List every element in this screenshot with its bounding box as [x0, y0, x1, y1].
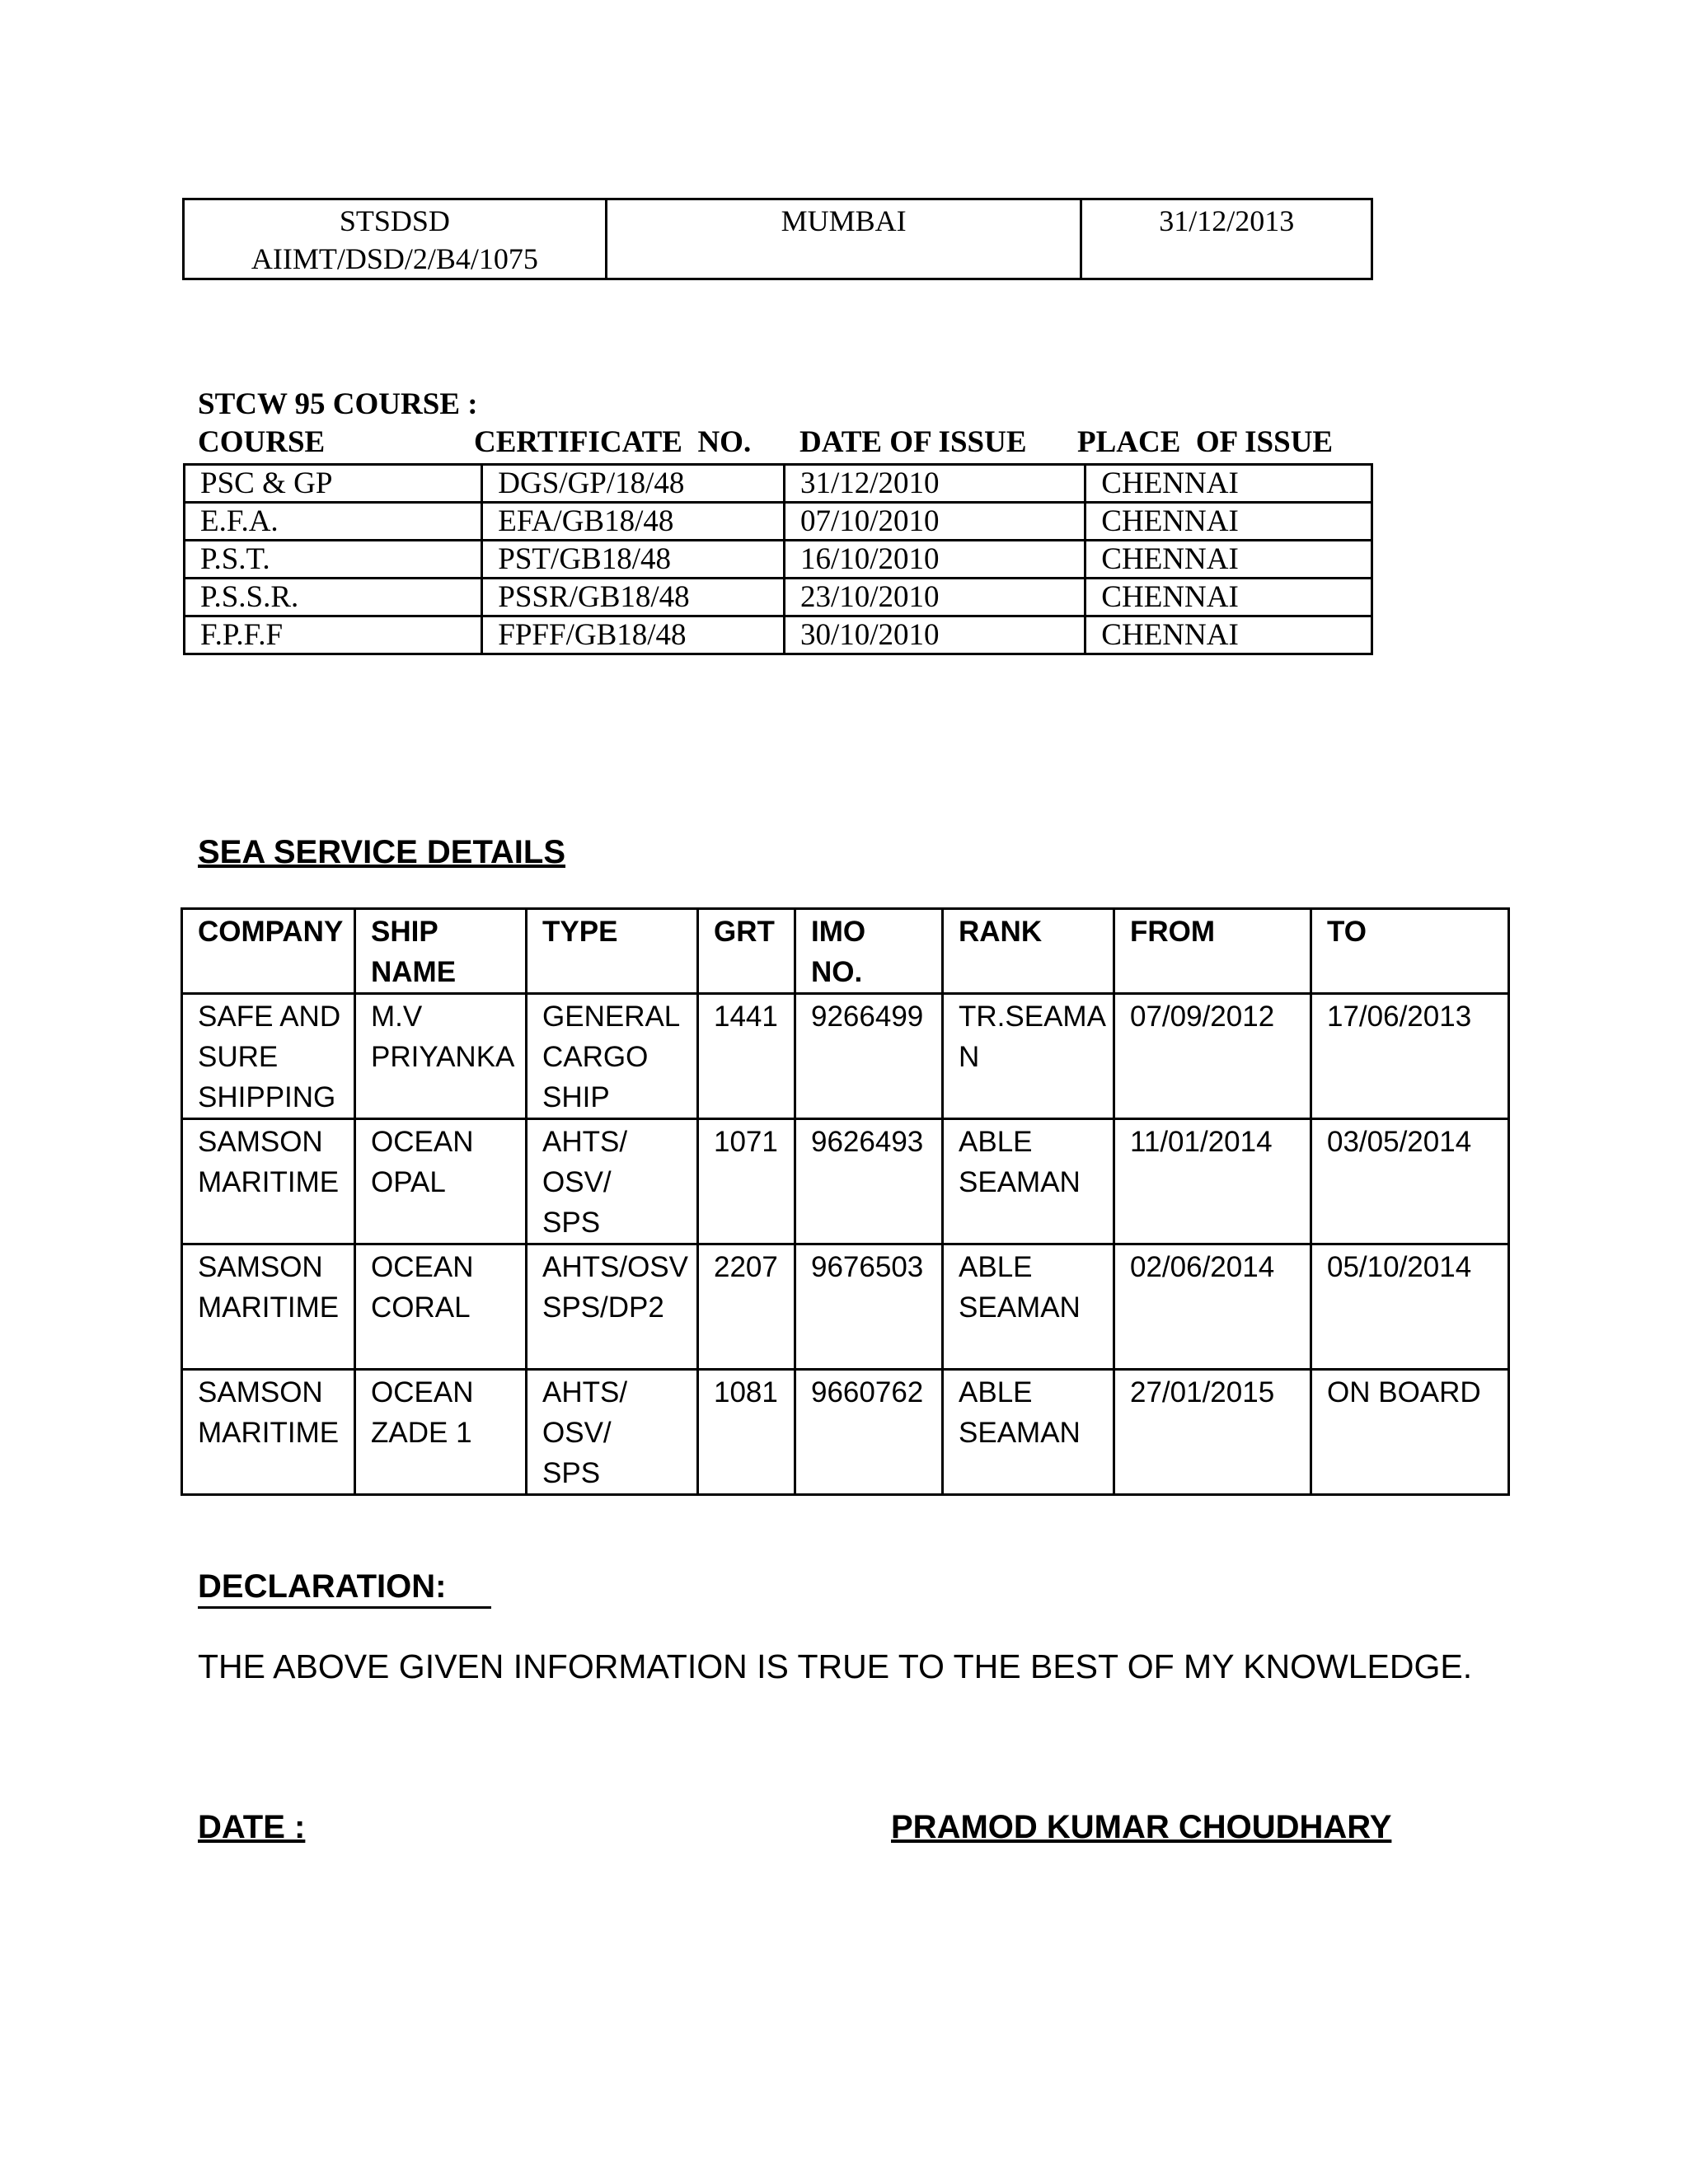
cell-grt: 1071 — [698, 1119, 795, 1244]
cell-line: AHTS/ — [542, 1126, 628, 1158]
cell-imo: 9266499 — [795, 994, 943, 1119]
stcw-header-certificate: CERTIFICATE NO. — [474, 425, 752, 459]
cell-imo: 9626493 — [795, 1119, 943, 1244]
stcw-place: CHENNAI — [1085, 503, 1372, 541]
cell-line: ABLE — [959, 1251, 1033, 1283]
header-rank — [943, 909, 1114, 994]
cell-imo: 9676503 — [795, 1244, 943, 1370]
table-row — [182, 1119, 1509, 1244]
stcw-header-course: COURSE — [198, 425, 326, 459]
cell-ship — [355, 1119, 527, 1244]
cell-line: OCEAN — [371, 1376, 474, 1408]
cell-type — [527, 1370, 698, 1495]
cell-rank — [943, 1370, 1114, 1495]
table-row — [185, 541, 1372, 579]
cell-rank — [943, 1244, 1114, 1370]
cell-line: OSV/ — [542, 1166, 612, 1198]
cell-company — [182, 1244, 355, 1370]
cell-to: 05/10/2014 — [1311, 1244, 1509, 1370]
cell-line: PRIYANKA — [371, 1041, 515, 1073]
cell-line: AHTS/ — [542, 1376, 628, 1408]
header-ship-label-2: NAME — [371, 956, 457, 988]
cell-line: SHIP — [542, 1081, 610, 1113]
cell-line: SEAMAN — [959, 1166, 1081, 1198]
cell-line: TR.SEAMA — [959, 1001, 1106, 1033]
cell-line: SAMSON — [198, 1126, 323, 1158]
reference-code-line1: STSDSD — [339, 204, 450, 237]
header-imo-label-2: NO. — [811, 956, 863, 988]
stcw-place: CHENNAI — [1085, 616, 1372, 654]
cell-line: SPS — [542, 1207, 601, 1239]
header-to-label: TO — [1327, 916, 1367, 948]
reference-cell-place: MUMBAI — [606, 199, 1081, 279]
reference-cell-date: 31/12/2013 — [1081, 199, 1372, 279]
header-imo — [795, 909, 943, 994]
header-imo-label-1: IMO — [811, 916, 866, 948]
header-company-label: COMPANY — [198, 916, 344, 948]
stcw-certificate: PST/GB18/48 — [482, 541, 785, 579]
cell-line: SPS/DP2 — [542, 1291, 664, 1324]
table-row — [185, 503, 1372, 541]
stcw-course: P.S.S.R. — [185, 579, 482, 616]
cell-company — [182, 1370, 355, 1495]
cell-company — [182, 1119, 355, 1244]
stcw-course: PSC & GP — [185, 465, 482, 503]
table-row — [185, 465, 1372, 503]
table-row — [185, 579, 1372, 616]
cell-line: CORAL — [371, 1291, 471, 1324]
cell-line: MARITIME — [198, 1417, 340, 1449]
cell-line: OPAL — [371, 1166, 446, 1198]
table-row — [182, 1244, 1509, 1370]
cell-grt: 1081 — [698, 1370, 795, 1495]
sea-service-table — [181, 907, 1510, 1496]
cell-line: SURE — [198, 1041, 279, 1073]
cell-from: 02/06/2014 — [1114, 1244, 1311, 1370]
cell-line: M.V — [371, 1001, 423, 1033]
sea-service-title: SEA SERVICE DETAILS — [198, 834, 566, 870]
stcw-certificate: PSSR/GB18/48 — [482, 579, 785, 616]
cell-imo: 9660762 — [795, 1370, 943, 1495]
table-row — [182, 1370, 1509, 1495]
stcw-title: STCW 95 COURSE : — [198, 387, 478, 421]
stcw-certificate: FPFF/GB18/48 — [482, 616, 785, 654]
cell-line: SHIPPING — [198, 1081, 336, 1113]
cell-from: 07/09/2012 — [1114, 994, 1311, 1119]
declaration-title: DECLARATION: — [198, 1568, 447, 1605]
cell-line: SAMSON — [198, 1376, 323, 1408]
cell-line: GENERAL — [542, 1001, 681, 1033]
cell-type — [527, 1119, 698, 1244]
stcw-place: CHENNAI — [1085, 465, 1372, 503]
stcw-certificate: DGS/GP/18/48 — [482, 465, 785, 503]
cell-ship — [355, 1244, 527, 1370]
cell-from: 27/01/2015 — [1114, 1370, 1311, 1495]
signature-name: PRAMOD KUMAR CHOUDHARY — [891, 1809, 1392, 1845]
cell-line: AHTS/OSV — [542, 1251, 688, 1283]
stcw-table — [183, 463, 1373, 655]
cell-line: ZADE 1 — [371, 1417, 472, 1449]
stcw-date: 31/12/2010 — [784, 465, 1085, 503]
declaration-text: THE ABOVE GIVEN INFORMATION IS TRUE TO THE BEST OF MY KNOWLEDGE. — [198, 1647, 1473, 1685]
cell-from: 11/01/2014 — [1114, 1119, 1311, 1244]
stcw-date: 23/10/2010 — [784, 579, 1085, 616]
stcw-course: P.S.T. — [185, 541, 482, 579]
cell-line: OCEAN — [371, 1251, 474, 1283]
cell-rank — [943, 1119, 1114, 1244]
reference-code-line2: AIIMT/DSD/2/B4/1075 — [251, 242, 538, 275]
stcw-header-date: DATE OF ISSUE — [799, 425, 1027, 459]
cell-grt: 2207 — [698, 1244, 795, 1370]
stcw-date: 16/10/2010 — [784, 541, 1085, 579]
cell-line: SEAMAN — [959, 1291, 1081, 1324]
header-type-label: TYPE — [542, 916, 618, 948]
cell-line: SEAMAN — [959, 1417, 1081, 1449]
cell-line: OSV/ — [542, 1417, 612, 1449]
header-from-label: FROM — [1130, 916, 1216, 948]
header-to — [1311, 909, 1509, 994]
cell-line: SPS — [542, 1457, 601, 1489]
cell-line: CARGO — [542, 1041, 649, 1073]
table-row — [182, 994, 1509, 1119]
stcw-place: CHENNAI — [1085, 579, 1372, 616]
cell-line: SAFE AND — [198, 1001, 341, 1033]
cell-line: SAMSON — [198, 1251, 323, 1283]
date-label: DATE : — [198, 1809, 306, 1845]
header-type — [527, 909, 698, 994]
cell-type — [527, 1244, 698, 1370]
header-ship-label-1: SHIP — [371, 916, 438, 948]
header-company — [182, 909, 355, 994]
stcw-certificate: EFA/GB18/48 — [482, 503, 785, 541]
header-ship-name — [355, 909, 527, 994]
cell-to: 17/06/2013 — [1311, 994, 1509, 1119]
cell-grt: 1441 — [698, 994, 795, 1119]
cell-ship — [355, 994, 527, 1119]
stcw-header-place: PLACE OF ISSUE — [1077, 425, 1334, 459]
stcw-course: F.P.F.F — [185, 616, 482, 654]
header-grt-label: GRT — [714, 916, 775, 948]
declaration-underline — [198, 1606, 491, 1609]
cell-line: ABLE — [959, 1376, 1033, 1408]
table-row — [185, 616, 1372, 654]
stcw-course: E.F.A. — [185, 503, 482, 541]
stcw-date: 30/10/2010 — [784, 616, 1085, 654]
reference-cell-code — [184, 199, 607, 279]
cell-rank — [943, 994, 1114, 1119]
header-grt — [698, 909, 795, 994]
cell-ship — [355, 1370, 527, 1495]
cell-line: OCEAN — [371, 1126, 474, 1158]
cell-type — [527, 994, 698, 1119]
cell-line: MARITIME — [198, 1166, 340, 1198]
header-from — [1114, 909, 1311, 994]
header-rank-label: RANK — [959, 916, 1043, 948]
cell-to: ON BOARD — [1311, 1370, 1509, 1495]
cell-line: ABLE — [959, 1126, 1033, 1158]
stcw-place: CHENNAI — [1085, 541, 1372, 579]
reference-table — [182, 198, 1373, 280]
cell-line: N — [959, 1041, 980, 1073]
cell-to: 03/05/2014 — [1311, 1119, 1509, 1244]
sea-header-row — [182, 909, 1509, 994]
cell-company — [182, 994, 355, 1119]
cell-line: MARITIME — [198, 1291, 340, 1324]
stcw-date: 07/10/2010 — [784, 503, 1085, 541]
reference-row — [184, 199, 1372, 279]
